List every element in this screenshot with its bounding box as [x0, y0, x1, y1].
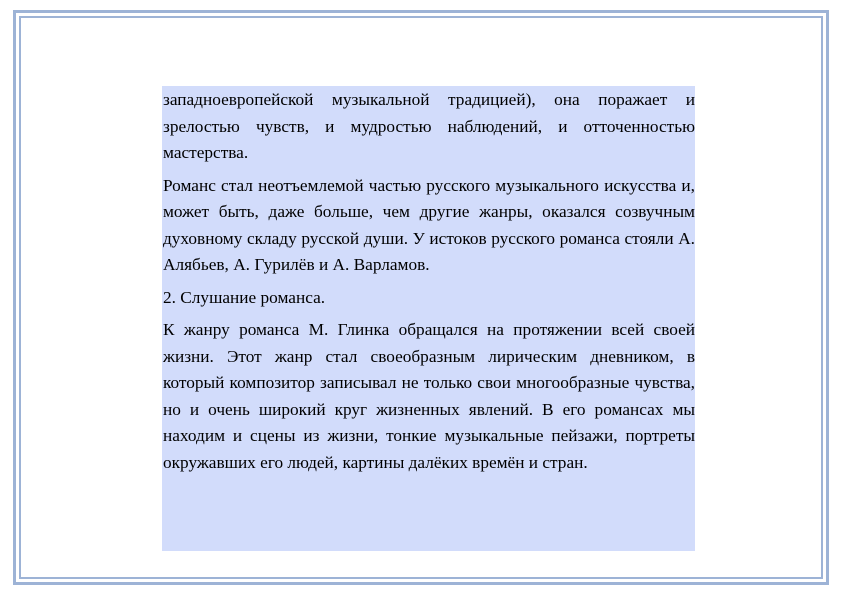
paragraph-romance-part-of-russian-art: Романс стал неотъемлемой частью русского музыкального искусства и, может быть, даже больше, чем другие жанры, оказался созвучным духовному складу русской души. У истоков русского романса стояли А. Алябьев, А. Гурилёв и А. Варламов.: [163, 175, 695, 274]
paragraph-glinka-romances: К жанру романса М. Глинка обращался на протяжении всей своей жизни. Этот жанр стал своеобразным лирическим дневником, в который композитор записывал не только свои многообразные чувства, но и очень широкий круг жизненных явлений. В его романсах мы находим и сцены из жизни, тонкие музыкальные пейзажи, портреты окружавших его людей, картины далёких времён и стран.: [163, 320, 695, 472]
text-block: [162, 86, 695, 551]
paragraph-continuation: западноевропейской музыкальной традицией), она поражает и зрелостью чувств, и мудростью наблюдений, и отточенностью мастерства.: [163, 90, 695, 162]
paragraph-section-heading: 2. Слушание романса.: [163, 287, 326, 307]
